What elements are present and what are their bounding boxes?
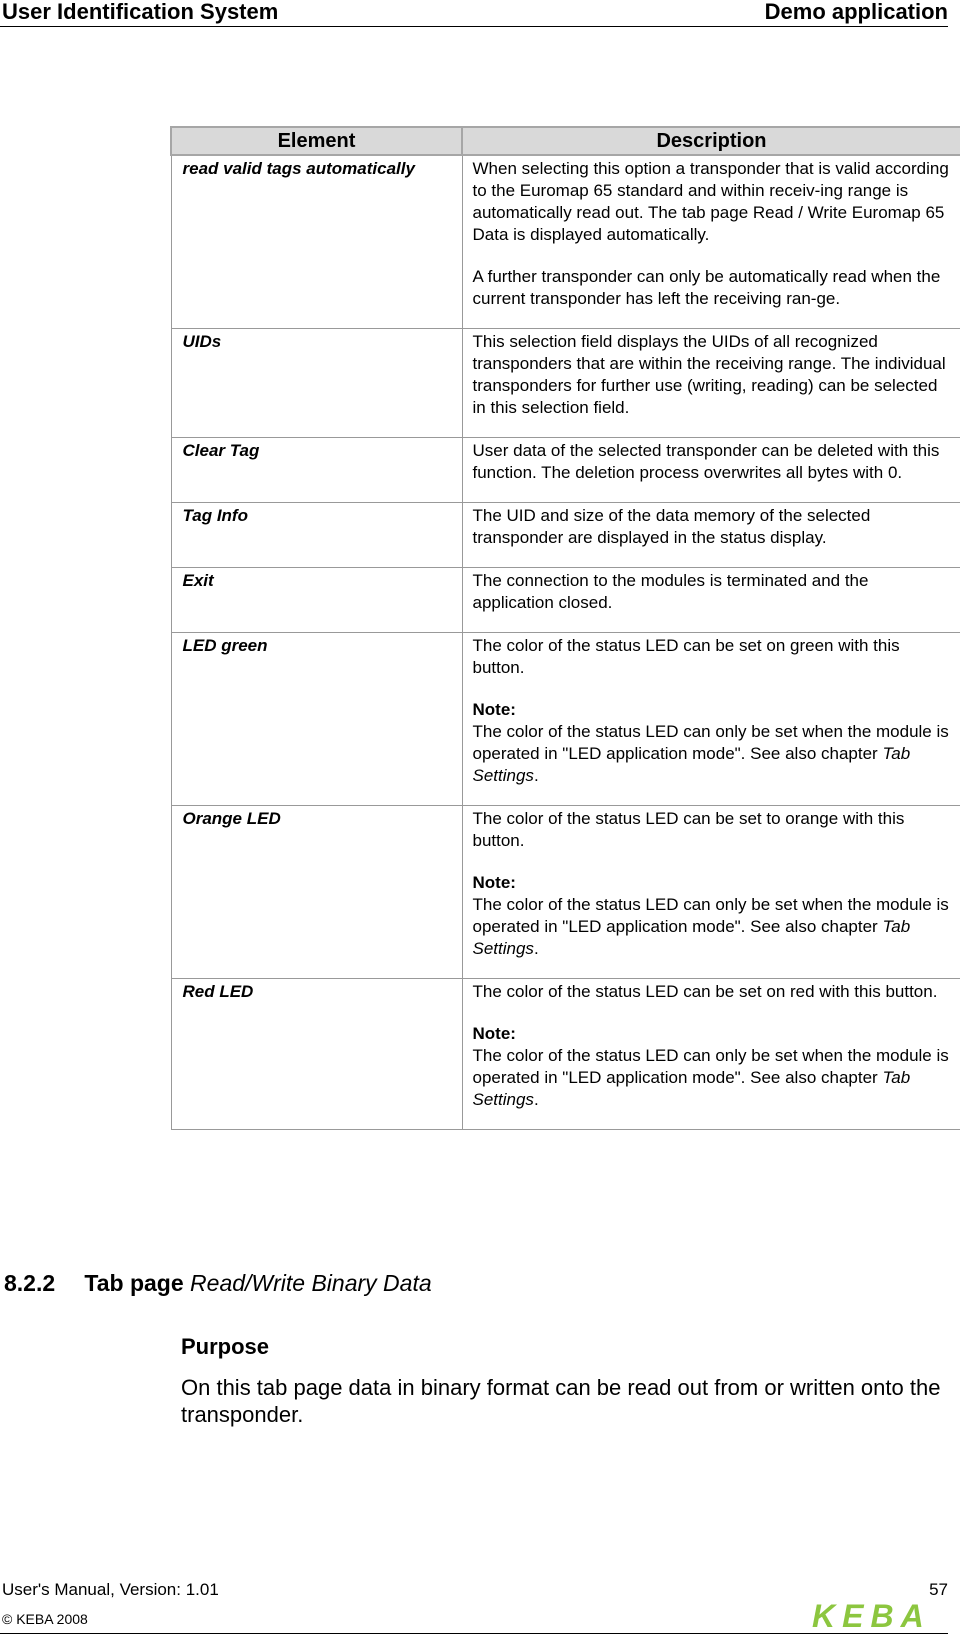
description-text: The UID and size of the data memory of the selected transponder are displayed in the status display. (472, 506, 871, 547)
manual-version: User's Manual, Version: 1.01 (2, 1580, 219, 1599)
keba-logo (808, 1603, 948, 1629)
document-title: User Identification System (2, 0, 279, 24)
element-cell: read valid tags automatically (171, 155, 462, 329)
note (473, 1023, 951, 1111)
description-text: The connection to the modules is terminated and the application closed. (472, 571, 869, 612)
copyright: © KEBA 2008 (2, 1611, 88, 1627)
keba-logo-text: KEBA (812, 1603, 931, 1629)
description-cell (462, 568, 960, 633)
chapter-reference: Tab Settings (472, 917, 911, 958)
table-row (171, 438, 960, 503)
table-header-row (171, 127, 960, 155)
description-text: User data of the selected transponder can be deleted with this function. The deletion process overwrites all bytes with 0. (472, 441, 940, 482)
element-cell: Tag Info (171, 503, 462, 568)
description-text: This selection field displays the UIDs of all recognized transponders that are within the receiving range. The individual transponders for further use (writing, reading) can be selected in this selection field. (472, 332, 946, 417)
description-cell (462, 503, 960, 568)
table-row (171, 633, 960, 806)
table-row (171, 568, 960, 633)
description-cell (462, 438, 960, 503)
column-header-description: Description (462, 127, 960, 155)
footer-divider (0, 1605, 948, 1634)
note-label: Note: (472, 700, 516, 719)
description-text: The color of the status LED can be set to orange with this button. (472, 809, 905, 850)
note-label: Note: (472, 873, 516, 892)
page-number: 57 (929, 1580, 948, 1599)
note-text: The color of the status LED can only be set when the module is operated in "LED application mode". See also chapter (472, 1046, 949, 1087)
note-text: The color of the status LED can only be set when the module is operated in "LED application mode". See also chapter (472, 895, 949, 936)
element-cell: Clear Tag (171, 438, 462, 503)
chapter-reference: Tab Settings (472, 744, 911, 785)
note-end: . (533, 1090, 539, 1109)
description-text: When selecting this option a transponder that is valid according to the Euromap 65 standard and within receiv-ing range is automatically read out. The tab page Read / Write Euromap 65 Data is displayed automatically. (472, 159, 949, 244)
table-row (171, 329, 960, 438)
description-cell (462, 806, 960, 979)
column-header-element: Element (171, 127, 462, 155)
element-cell: UIDs (171, 329, 462, 438)
table-row (171, 979, 960, 1130)
description-cell (462, 633, 960, 806)
table-row (171, 503, 960, 568)
chapter-reference: Tab Settings (472, 1068, 911, 1109)
section-heading (4, 1270, 432, 1297)
note-end: . (533, 766, 539, 785)
description-text: The color of the status LED can be set on green with this button. (472, 636, 900, 677)
element-cell: Exit (171, 568, 462, 633)
note (473, 699, 951, 787)
note-label: Note: (472, 1024, 516, 1043)
description-cell (462, 155, 960, 329)
description-text: A further transponder can only be automatically read when the current transponder has left the receiving ran-ge. (472, 267, 941, 308)
table-row (171, 155, 960, 329)
description-cell (462, 329, 960, 438)
element-cell: Orange LED (171, 806, 462, 979)
note (473, 872, 951, 960)
table-row (171, 806, 960, 979)
section-title-italic: Read/Write Binary Data (190, 1270, 432, 1296)
section-number: 8.2.2 (4, 1270, 56, 1296)
note-text: The color of the status LED can only be set when the module is operated in "LED application mode". See also chapter (472, 722, 949, 763)
purpose-text: On this tab page data in binary format can be read out from or written onto the transponder. (181, 1375, 941, 1427)
description-text: The color of the status LED can be set on red with this button. (472, 982, 938, 1001)
section-title-bold: Tab page (84, 1270, 184, 1296)
note-end: . (533, 939, 539, 958)
purpose-heading: Purpose (181, 1334, 270, 1359)
chapter-title: Demo application (764, 0, 948, 24)
page-header (0, 0, 948, 27)
description-cell (462, 979, 960, 1130)
element-description-table (170, 126, 960, 1130)
element-cell: Red LED (171, 979, 462, 1130)
element-cell: LED green (171, 633, 462, 806)
